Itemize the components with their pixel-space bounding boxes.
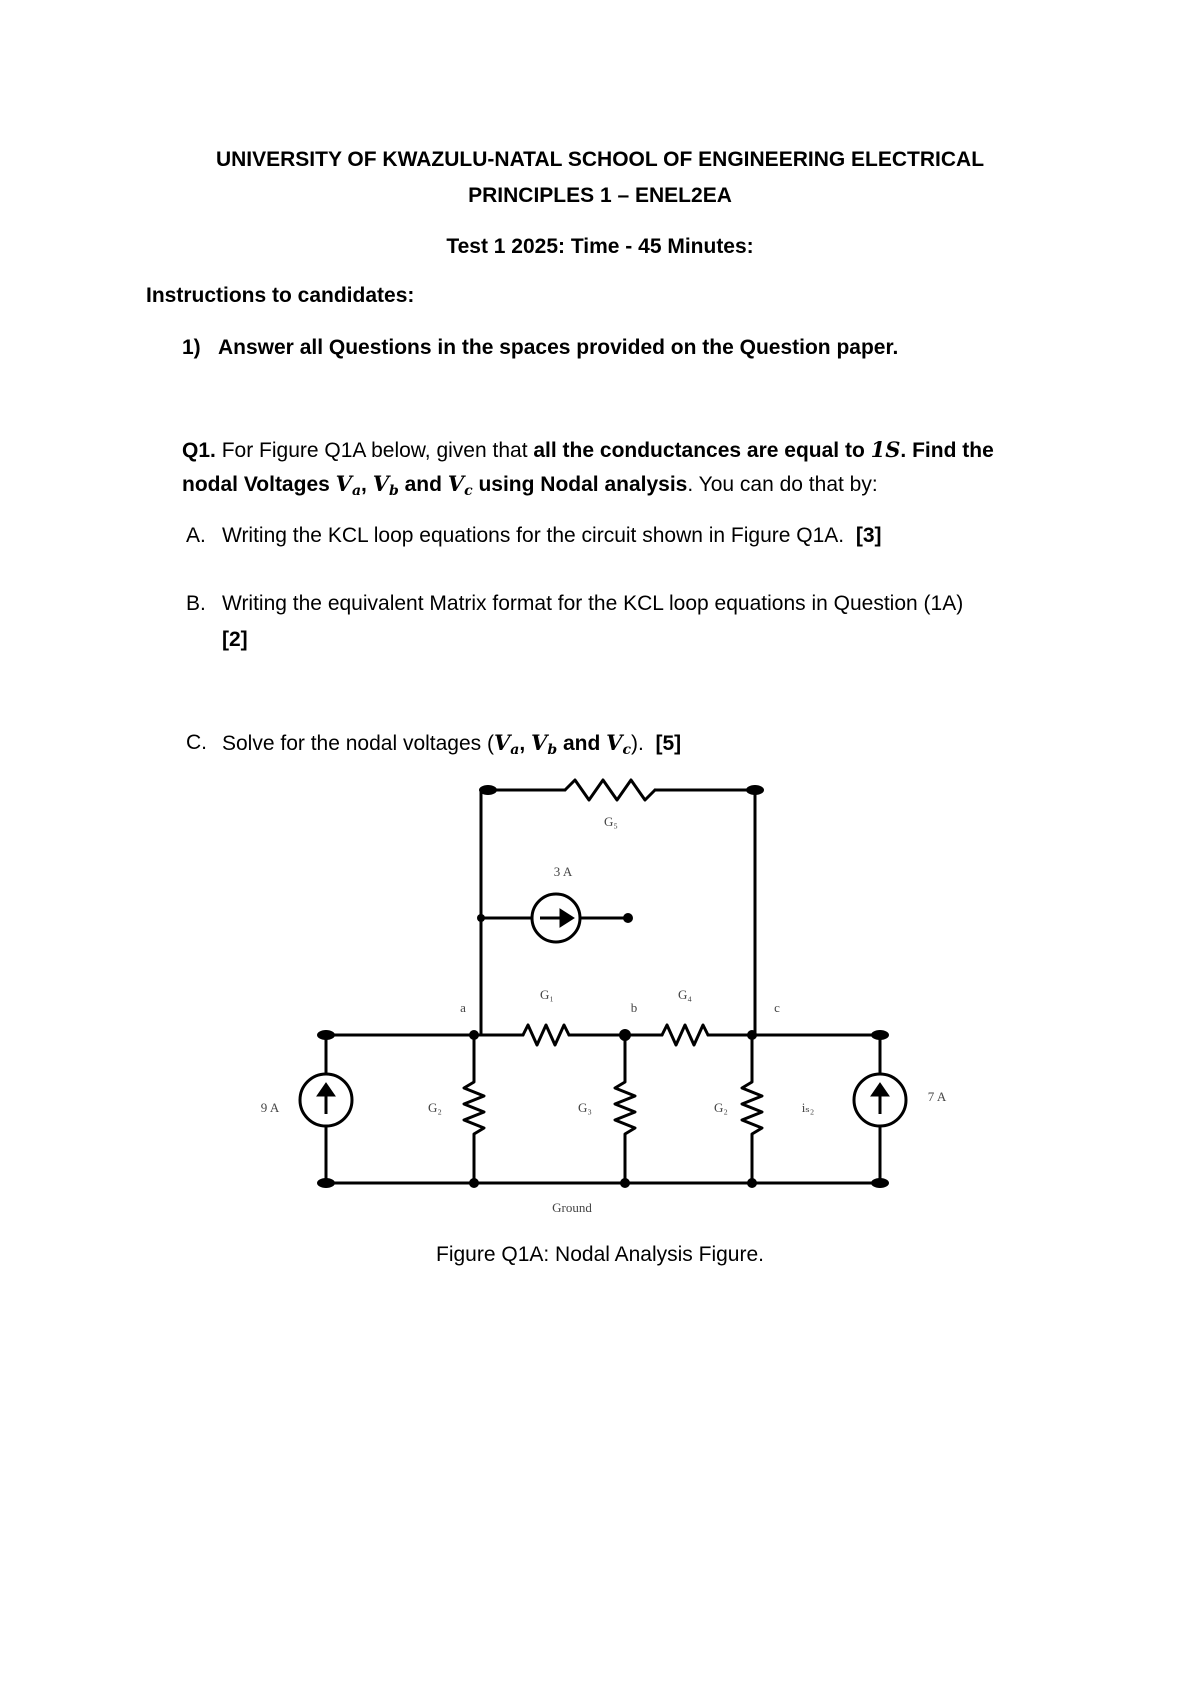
label-ground: Ground: [552, 1200, 592, 1215]
terminal-dot: [871, 1030, 889, 1040]
instructions-heading: Instructions to candidates:: [146, 284, 415, 307]
question-intro-text-b: all the conductances are equal to: [533, 439, 871, 462]
part-b-letter: B.: [186, 592, 206, 615]
junction-dot: [620, 1178, 630, 1188]
label-g2-right: G₂: [714, 1100, 728, 1115]
label-node-b: b: [630, 1000, 638, 1015]
arrow-9a-head: [317, 1083, 335, 1096]
label-node-c: c: [774, 1000, 780, 1015]
label-g4: G₄: [678, 987, 692, 1002]
terminal-dot: [871, 1178, 889, 1188]
junction-dot: [469, 1178, 479, 1188]
figure-caption: Figure Q1A: Nodal Analysis Figure.: [436, 1243, 764, 1266]
label-g5: G₅: [604, 814, 618, 829]
arrow-7a-head: [871, 1083, 889, 1096]
part-a-marks: [3]: [855, 524, 882, 547]
question-intro-text-c: . Find the: [900, 439, 994, 462]
instruction-number: 1): [182, 336, 201, 359]
label-node-a: a: [460, 1000, 466, 1015]
var-vb: $V_b$: [372, 471, 399, 499]
node-a-dot: [469, 1030, 479, 1040]
resistor-g2-left: [464, 1035, 484, 1183]
terminal-dot: [317, 1030, 335, 1040]
label-3a: 3 A: [553, 864, 573, 879]
part-b-text: Writing the equivalent Matrix format for the KCL loop equations in Question (1A): [222, 592, 964, 615]
terminal-dot: [746, 785, 764, 795]
question-intro-line2: nodal Voltages $V_a$, $V_b$ and $V_c$ using Nodal analysis. You can do that by:: [182, 471, 878, 499]
test-info: Test 1 2025: Time - 45 Minutes:: [446, 235, 754, 258]
header-title-line2: PRINCIPLES 1 – ENEL2EA: [468, 184, 732, 207]
node-c-dot: [747, 1030, 757, 1040]
part-a-letter: A.: [186, 524, 206, 547]
header-title-line1: UNIVERSITY OF KWAZULU-NATAL SCHOOL OF ENGINEERING ELECTRICAL: [215, 148, 985, 171]
resistor-g3: [615, 1035, 635, 1183]
part-c-marks: [5]: [655, 732, 682, 755]
node-b-dot: [619, 1029, 631, 1041]
label-g2-left: G₂: [428, 1100, 442, 1115]
junction-dot: [747, 1178, 757, 1188]
label-g3: G₃: [578, 1100, 592, 1115]
part-c: Solve for the nodal voltages ($V_a$, $V_b$ and $V_c$). [5]: [222, 730, 682, 758]
label-is2: iₛ₂: [801, 1100, 815, 1115]
terminal-dot: [479, 785, 497, 795]
resistor-g1: [523, 1025, 569, 1045]
question-intro-text-d: nodal Voltages: [182, 473, 336, 496]
resistor-g4: [662, 1025, 708, 1045]
label-g1: G₁: [540, 987, 554, 1002]
wire-top-right: [655, 790, 755, 1035]
terminal-dot: [317, 1178, 335, 1188]
conductance-value: 1S: [870, 437, 901, 462]
question-intro-text-f: . You can do that by:: [687, 473, 878, 496]
question-intro-text-a: For Figure Q1A below, given that: [215, 439, 534, 462]
junction-dot: [477, 914, 485, 922]
instruction-text: Answer all Questions in the spaces provided on the Question paper.: [218, 336, 899, 359]
question-intro-text-e: using Nodal analysis: [472, 473, 688, 496]
arrow-3a-head: [560, 909, 574, 927]
question-label: Q1.: [182, 439, 216, 462]
resistor-g2-right: [742, 1035, 762, 1183]
var-vc: $V_c$: [447, 471, 473, 499]
var-va: $V_a$: [335, 471, 362, 499]
part-a-text: Writing the KCL loop equations for the circuit shown in Figure Q1A.: [222, 524, 845, 547]
part-b-marks: [2]: [222, 628, 248, 651]
terminal-dot: [623, 913, 633, 923]
part-c-letter: C.: [186, 731, 207, 754]
label-9a: 9 A: [260, 1100, 280, 1115]
resistor-g5: [565, 780, 655, 800]
label-7a: 7 A: [927, 1089, 947, 1104]
